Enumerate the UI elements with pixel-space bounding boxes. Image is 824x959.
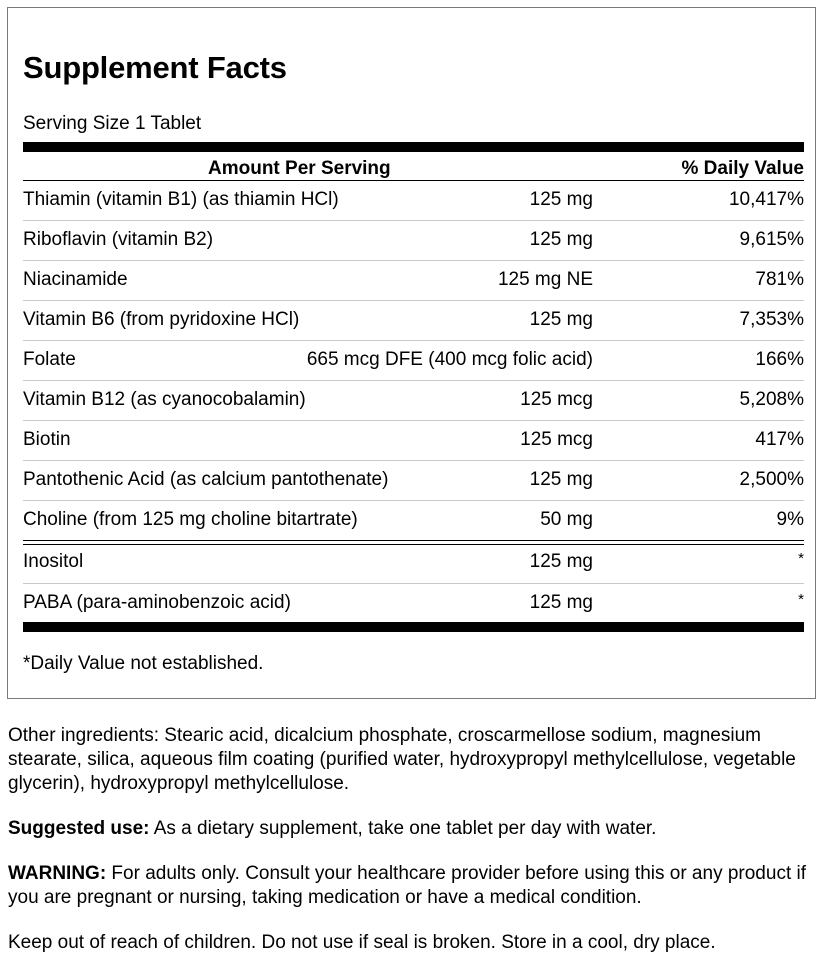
nutrient-name: Choline (from 125 mg choline bitartrate) [23, 509, 358, 530]
header-daily-value: % Daily Value [681, 158, 804, 179]
nutrient-amount: 125 mg [529, 469, 593, 490]
table-row [23, 500, 804, 540]
table-row [23, 543, 804, 583]
suggested-use-label: Suggested use: [8, 818, 150, 839]
other-ingredients: Other ingredients: Stearic acid, dicalcium phosphate, croscarmellose sodium, magnesium stearate, silica, aqueous film coating (purified water, hydroxypropyl methylcellulose, vegetable glycerin), hydroxypropyl methylcellulose. [8, 725, 796, 794]
suggested-use [8, 817, 818, 841]
table-row [23, 300, 804, 340]
nutrient-dv: 166% [755, 349, 804, 370]
warning [8, 862, 818, 910]
table-row [23, 260, 804, 300]
nutrient-dv: 9% [776, 509, 804, 530]
table-row [23, 583, 804, 623]
thick-divider-bottom [23, 622, 804, 632]
nutrient-amount: 125 mcg [520, 389, 593, 410]
nutrient-amount: 125 mcg [520, 429, 593, 450]
nutrient-dv: * [798, 591, 804, 608]
nutrient-dv: 10,417% [728, 189, 804, 210]
nutrient-name: Niacinamide [23, 269, 128, 290]
suggested-use-text: As a dietary supplement, take one tablet per day with water. [149, 818, 657, 839]
nutrient-amount: 125 mg [529, 189, 593, 210]
nutrient-dv: * [798, 550, 804, 567]
nutrient-amount: 125 mg [529, 592, 593, 613]
nutrient-name: Thiamin (vitamin B1) (as thiamin HCl) [23, 189, 339, 210]
storage-instructions: Keep out of reach of children. Do not use if seal is broken. Store in a cool, dry place. [8, 932, 716, 953]
nutrient-name: Folate [23, 349, 76, 370]
table-row [23, 380, 804, 420]
nutrient-dv: 9,615% [739, 229, 804, 250]
nutrient-dv: 417% [755, 429, 804, 450]
table-header [23, 151, 804, 181]
nutrient-amount: 125 mg [529, 551, 593, 572]
serving-size: Serving Size 1 Tablet [23, 113, 202, 134]
nutrient-name: Pantothenic Acid (as calcium pantothenate) [23, 469, 389, 490]
nutrient-name: Riboflavin (vitamin B2) [23, 229, 214, 250]
table-row [23, 420, 804, 460]
table-row [23, 340, 804, 380]
table-row [23, 220, 804, 260]
warning-label: WARNING: [8, 863, 107, 884]
nutrient-amount: 50 mg [540, 509, 593, 530]
header-amount: Amount Per Serving [208, 158, 391, 179]
nutrient-dv: 7,353% [739, 309, 804, 330]
table-row [23, 180, 804, 220]
nutrient-amount: 665 mcg DFE (400 mcg folic acid) [306, 349, 593, 370]
nutrient-dv: 781% [755, 269, 804, 290]
supplement-facts-panel [7, 7, 816, 699]
daily-value-footnote: *Daily Value not established. [23, 653, 264, 674]
nutrient-amount: 125 mg [529, 229, 593, 250]
panel-title: Supplement Facts [23, 50, 287, 85]
nutrient-name: Biotin [23, 429, 71, 450]
warning-text: For adults only. Consult your healthcare provider before using this or any product if you are pregnant or nursing, taking medication or have a medical condition. [8, 863, 807, 908]
nutrient-name: Inositol [23, 551, 84, 572]
nutrient-name: PABA (para-aminobenzoic acid) [23, 592, 291, 613]
nutrient-amount: 125 mg NE [497, 269, 593, 290]
table-row [23, 460, 804, 500]
nutrient-name: Vitamin B6 (from pyridoxine HCl) [23, 309, 300, 330]
nutrient-amount: 125 mg [529, 309, 593, 330]
nutrient-dv: 2,500% [739, 469, 804, 490]
nutrient-dv: 5,208% [739, 389, 804, 410]
nutrient-name: Vitamin B12 (as cyanocobalamin) [23, 389, 306, 410]
